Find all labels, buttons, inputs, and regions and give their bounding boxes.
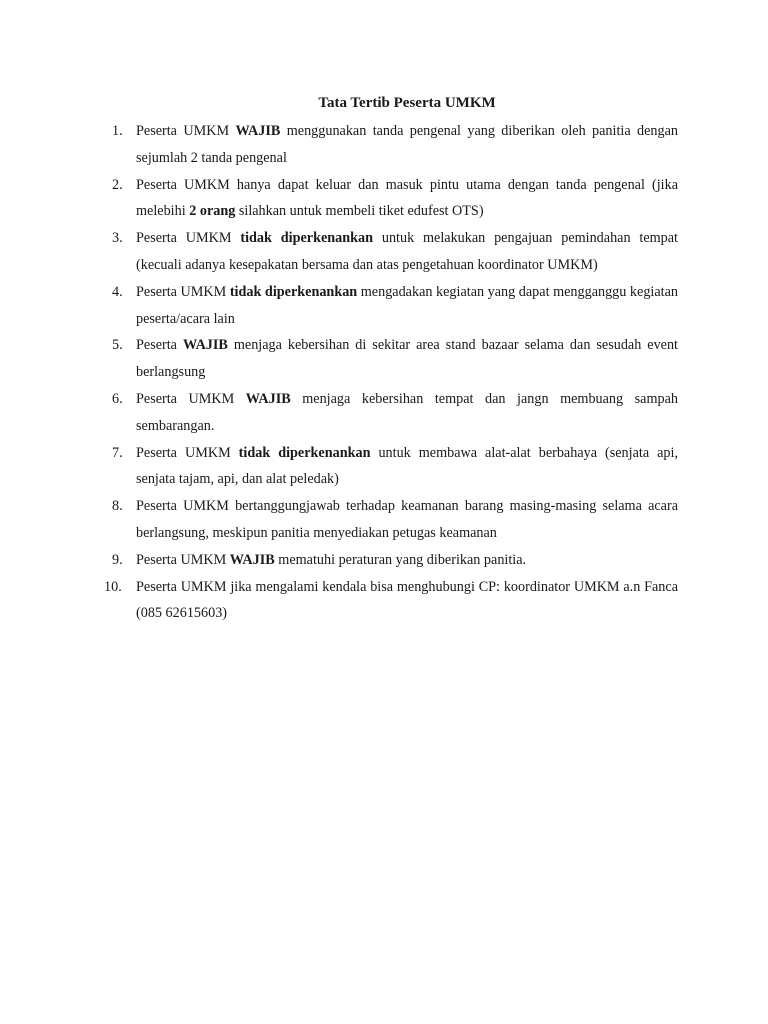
rule-text: Peserta UMKM (136, 123, 236, 139)
rule-number: 2. (112, 176, 123, 193)
rule-number: 3. (112, 230, 123, 247)
rule-number: 5. (112, 337, 123, 354)
rule-emphasis: WAJIB (245, 390, 291, 407)
rule-text: untuk membawa alat-alat berbahaya (senjata api, senjata tajam, api, dan alat peledak) (136, 444, 678, 488)
rule-item (100, 440, 678, 494)
rule-item (100, 547, 678, 574)
rule-text: untuk melakukan pengajuan pemindahan tempat (kecuali adanya kesepakatan bersama dan atas pengetahuan koordinator UMKM) (136, 230, 679, 273)
rule-emphasis: tidak diperkenankan (229, 283, 358, 300)
rule-number: 9. (112, 551, 123, 568)
rule-text: Peserta UMKM (136, 283, 230, 300)
rule-emphasis: WAJIB (182, 337, 228, 354)
rule-item (100, 118, 678, 172)
rule-text: Peserta UMKM jika mengalami kendala bisa menghubungi CP: koordinator UMKM a.n Fanca (085 62615603) (136, 578, 678, 622)
rule-text: Peserta UMKM (136, 390, 246, 407)
rule-item (100, 493, 678, 547)
rule-emphasis: WAJIB (229, 551, 275, 568)
rule-text: Peserta UMKM (136, 551, 230, 568)
rule-number: 7. (112, 444, 123, 461)
rule-number: 1. (112, 123, 123, 139)
rule-item (100, 279, 678, 333)
rule-text: silahkan untuk membeli tiket edufest OTS) (235, 203, 484, 220)
rule-text: menjaga kebersihan tempat dan jangn membuang sampah sembarangan. (136, 390, 678, 434)
rules-list (100, 118, 678, 627)
rule-text: Peserta UMKM (136, 230, 241, 247)
rule-text: menjaga kebersihan di sekitar area stand bazaar selama dan sesudah event berlangsung (136, 337, 678, 381)
rule-number: 6. (112, 390, 123, 407)
rule-item (100, 172, 678, 226)
rule-text: Peserta UMKM bertanggungjawab terhadap keamanan barang masing-masing selama acara berlangsung, meskipun panitia menyediakan petugas keamanan (136, 498, 678, 541)
rule-number: 10. (104, 578, 122, 595)
rule-text: Peserta (136, 337, 183, 354)
rule-text: Peserta UMKM (136, 444, 239, 461)
rule-emphasis: tidak diperkenankan (240, 230, 374, 247)
rule-number: 4. (112, 283, 123, 300)
rule-number: 8. (112, 498, 123, 515)
rule-text: mengadakan kegiatan yang dapat mengganggu kegiatan peserta/acara lain (136, 283, 678, 327)
rule-item (100, 574, 678, 628)
rule-item (100, 225, 678, 279)
rule-text: mematuhi peraturan yang diberikan panitia. (274, 551, 527, 568)
rule-text: menggunakan tanda pengenal yang diberikan oleh panitia dengan sejumlah 2 tanda pengenal (136, 123, 678, 166)
rule-emphasis: tidak diperkenankan (238, 444, 371, 461)
document-title: Tata Tertib Peserta UMKM (318, 95, 496, 111)
rule-emphasis: WAJIB (235, 123, 281, 139)
rule-item (100, 386, 678, 440)
rule-text: Peserta UMKM hanya dapat keluar dan masuk pintu utama dengan tanda pengenal (jika melebihi (136, 176, 678, 220)
rule-emphasis: 2 orang (189, 203, 236, 220)
rule-item (100, 332, 678, 386)
